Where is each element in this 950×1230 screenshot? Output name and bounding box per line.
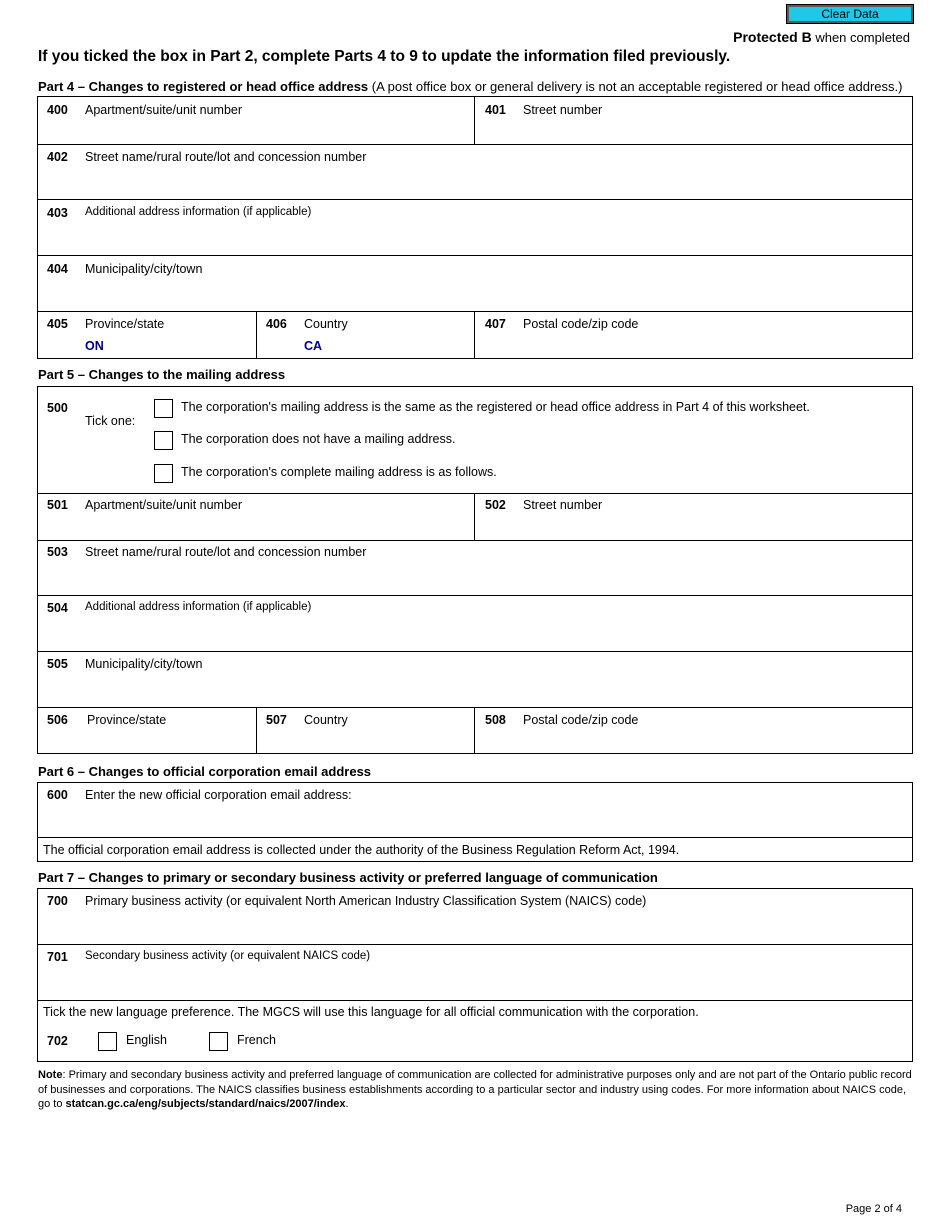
note-text: : Primary and secondary business activity and preferred language of communication are collected for administrative purposes only and are not part of the Ontario public record of businesses and corporations. The NAICS classifies business establishments according to a particular sector and industry using codes. For more information about NAICS code, go to <box>38 1069 912 1110</box>
page-number: Page 2 of 4 <box>845 1203 902 1215</box>
field-number: 403 <box>47 206 68 220</box>
mailing-same-checkbox[interactable] <box>154 399 173 418</box>
field-label: Enter the new official corporation email address: <box>85 788 352 802</box>
protected-b-label: Protected B <box>733 29 812 45</box>
field-number: 400 <box>47 103 68 117</box>
note-label: Note <box>38 1069 63 1081</box>
french-checkbox[interactable] <box>209 1032 228 1051</box>
tick-one-label: Tick one: <box>85 414 136 428</box>
page-title: If you ticked the box in Part 2, complete Parts 4 to 9 to update the information filed previously. <box>38 48 731 65</box>
field-number: 503 <box>47 545 68 559</box>
part4-title <box>38 79 902 94</box>
field-503-street-name[interactable] <box>37 541 913 595</box>
field-701-secondary-activity[interactable] <box>37 945 913 1000</box>
divider <box>37 837 913 838</box>
field-504-additional-info[interactable] <box>37 596 913 651</box>
field-number: 402 <box>47 150 68 164</box>
mailing-same-label: The corporation's mailing address is the same as the registered or head office address in Part 4 of this worksheet. <box>181 400 810 414</box>
field-403-additional-info[interactable] <box>37 200 913 255</box>
field-600-email[interactable] <box>37 782 913 837</box>
language-instruction: Tick the new language preference. The MGCS will use this language for all official communication with the corporation. <box>43 1005 699 1019</box>
field-700-primary-activity[interactable] <box>37 889 913 944</box>
field-number: 700 <box>47 894 68 908</box>
field-label: Secondary business activity (or equivalent NAICS code) <box>85 950 371 962</box>
english-checkbox[interactable] <box>98 1032 117 1051</box>
field-506-province[interactable] <box>37 708 256 754</box>
protected-b-notice <box>733 29 910 45</box>
field-407-postal-code[interactable] <box>475 312 913 359</box>
french-label: French <box>237 1033 276 1047</box>
field-404-municipality[interactable] <box>37 256 913 311</box>
field-label: Street name/rural route/lot and concession number <box>85 545 367 559</box>
english-label: English <box>126 1033 167 1047</box>
field-number: 504 <box>47 601 68 615</box>
field-label: Municipality/city/town <box>85 262 203 276</box>
field-number: 507 <box>266 713 287 727</box>
field-label: Province/state <box>87 713 167 727</box>
field-label: Additional address information (if applicable) <box>85 206 312 218</box>
field-number: 502 <box>485 498 506 512</box>
email-authority-note: The official corporation email address is collected under the authority of the Business Regulation Reform Act, 1994. <box>43 843 680 857</box>
divider <box>37 1000 913 1001</box>
field-label: Street name/rural route/lot and concession number <box>85 150 367 164</box>
part4-title-bold: Part 4 – Changes to registered or head office address <box>38 79 369 94</box>
field-label: Apartment/suite/unit number <box>85 498 243 512</box>
field-501-apartment[interactable] <box>37 494 474 540</box>
field-507-country[interactable] <box>257 708 474 754</box>
country-value: CA <box>304 339 323 353</box>
field-406-country[interactable] <box>257 312 474 359</box>
mailing-as-follows-label: The corporation's complete mailing address is as follows. <box>181 465 497 479</box>
field-number: 506 <box>47 713 68 727</box>
mailing-as-follows-checkbox[interactable] <box>154 464 173 483</box>
field-label: Street number <box>523 103 603 117</box>
field-number: 405 <box>47 317 68 331</box>
protected-b-suffix: when completed <box>811 30 910 45</box>
field-number: 401 <box>485 103 506 117</box>
field-number: 501 <box>47 498 68 512</box>
field-number: 508 <box>485 713 506 727</box>
field-label: Primary business activity (or equivalent North American Industry Classification System (NAICS) code) <box>85 894 647 908</box>
part7-title: Part 7 – Changes to primary or secondary business activity or preferred language of communication <box>38 870 658 885</box>
field-number: 600 <box>47 788 68 802</box>
field-number: 407 <box>485 317 506 331</box>
field-500-number: 500 <box>47 401 68 415</box>
field-502-street-number[interactable] <box>475 494 913 540</box>
part6-title: Part 6 – Changes to official corporation email address <box>38 764 372 779</box>
statcan-link[interactable]: statcan.gc.ca/eng/subjects/standard/naics/2007/index <box>65 1098 346 1110</box>
province-value: ON <box>85 339 104 353</box>
field-508-postal-code[interactable] <box>475 708 913 754</box>
field-label: Country <box>304 317 348 331</box>
field-label: Additional address information (if applicable) <box>85 601 312 613</box>
field-label: Postal code/zip code <box>523 713 639 727</box>
field-label: Apartment/suite/unit number <box>85 103 243 117</box>
field-number: 505 <box>47 657 68 671</box>
field-number: 701 <box>47 950 68 964</box>
field-number: 406 <box>266 317 287 331</box>
part5-title: Part 5 – Changes to the mailing address <box>38 367 286 382</box>
field-401-street-number[interactable] <box>475 96 913 144</box>
field-402-street-name[interactable] <box>37 145 913 199</box>
note-end: . <box>345 1098 349 1110</box>
field-label: Street number <box>523 498 603 512</box>
field-number: 404 <box>47 262 68 276</box>
field-505-municipality[interactable] <box>37 652 913 707</box>
field-702-number: 702 <box>47 1034 68 1048</box>
field-label: Country <box>304 713 348 727</box>
clear-data-button[interactable]: Clear Data <box>787 5 913 23</box>
no-mailing-address-label: The corporation does not have a mailing address. <box>181 432 456 446</box>
field-label: Municipality/city/town <box>85 657 203 671</box>
naics-note <box>38 1068 913 1112</box>
part4-title-note: (A post office box or general delivery is not an acceptable registered or head office address.) <box>368 79 903 94</box>
field-label: Postal code/zip code <box>523 317 639 331</box>
no-mailing-address-checkbox[interactable] <box>154 431 173 450</box>
field-405-province[interactable] <box>37 312 256 359</box>
field-400-apartment[interactable] <box>37 96 474 144</box>
field-label: Province/state <box>85 317 165 331</box>
